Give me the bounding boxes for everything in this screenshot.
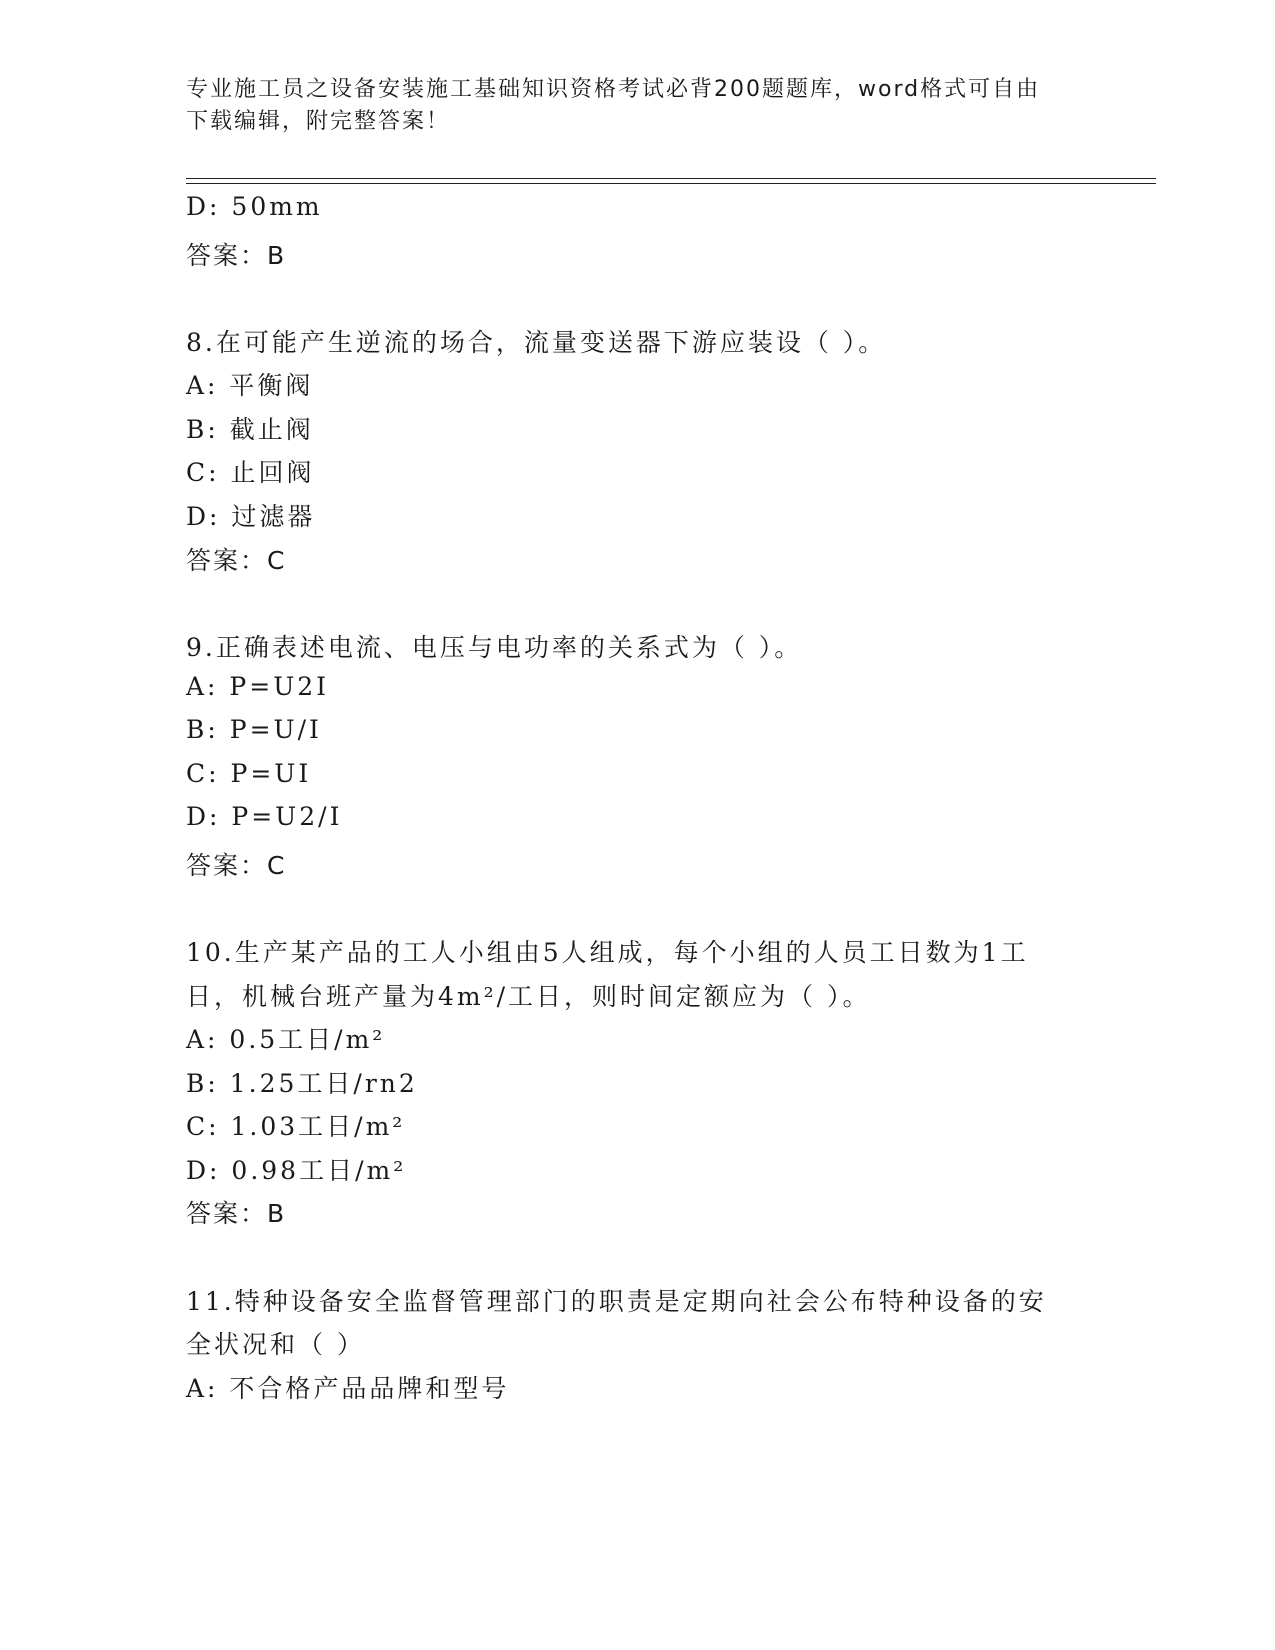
q9-option-b: B: P=U/I [186, 715, 322, 744]
q10-option-b: B: 1.25工日/rn2 [186, 1069, 418, 1098]
q10-option-d: D: 0.98工日/m² [186, 1156, 407, 1185]
q8-answer: 答案：C [186, 546, 287, 575]
q8-option-b: B: 截止阀 [186, 415, 314, 444]
q10-option-c: C: 1.03工日/m² [186, 1112, 406, 1141]
q11-option-a: A: 不合格产品品牌和型号 [186, 1374, 510, 1403]
header-title-line-1: 专业施工员之设备安装施工基础知识资格考试必背200题题库，word格式可自由 [186, 77, 1041, 102]
q9-option-c: C: P=UI [186, 759, 312, 788]
q10-answer: 答案：B [186, 1199, 287, 1228]
q9-option-a: A: P=U2I [186, 672, 330, 701]
prev-option-d: D: 50mm [186, 192, 323, 221]
q9-stem: 9.正确表述电流、电压与电功率的关系式为（ ）。 [186, 633, 803, 662]
q8-stem: 8.在可能产生逆流的场合，流量变送器下游应装设（ ）。 [186, 328, 887, 357]
q10-option-a: A: 0.5工日/m² [186, 1025, 386, 1054]
q9-option-d: D: P=U2/I [186, 802, 343, 831]
q10-stem-line-2: 日，机械台班产量为4m²/工日，则时间定额应为（ ）。 [186, 982, 871, 1011]
document-header [186, 74, 1086, 138]
q8-option-a: A: 平衡阀 [186, 371, 314, 400]
q9-answer: 答案：C [186, 851, 287, 880]
prev-answer: 答案：B [186, 241, 287, 270]
header-divider-top [186, 178, 1156, 179]
header-title-line-2: 下载编辑，附完整答案！ [186, 109, 451, 134]
q11-stem-line-1: 11.特种设备安全监督管理部门的职责是定期向社会公布特种设备的安 [186, 1287, 1047, 1316]
q11-stem-line-2: 全状况和（ ） [186, 1330, 365, 1359]
header-divider-bottom [186, 183, 1156, 184]
q8-option-c: C: 止回阀 [186, 458, 315, 487]
q10-stem-line-1: 10.生产某产品的工人小组由5人组成，每个小组的人员工日数为1工 [186, 938, 1029, 967]
q8-option-d: D: 过滤器 [186, 502, 316, 531]
